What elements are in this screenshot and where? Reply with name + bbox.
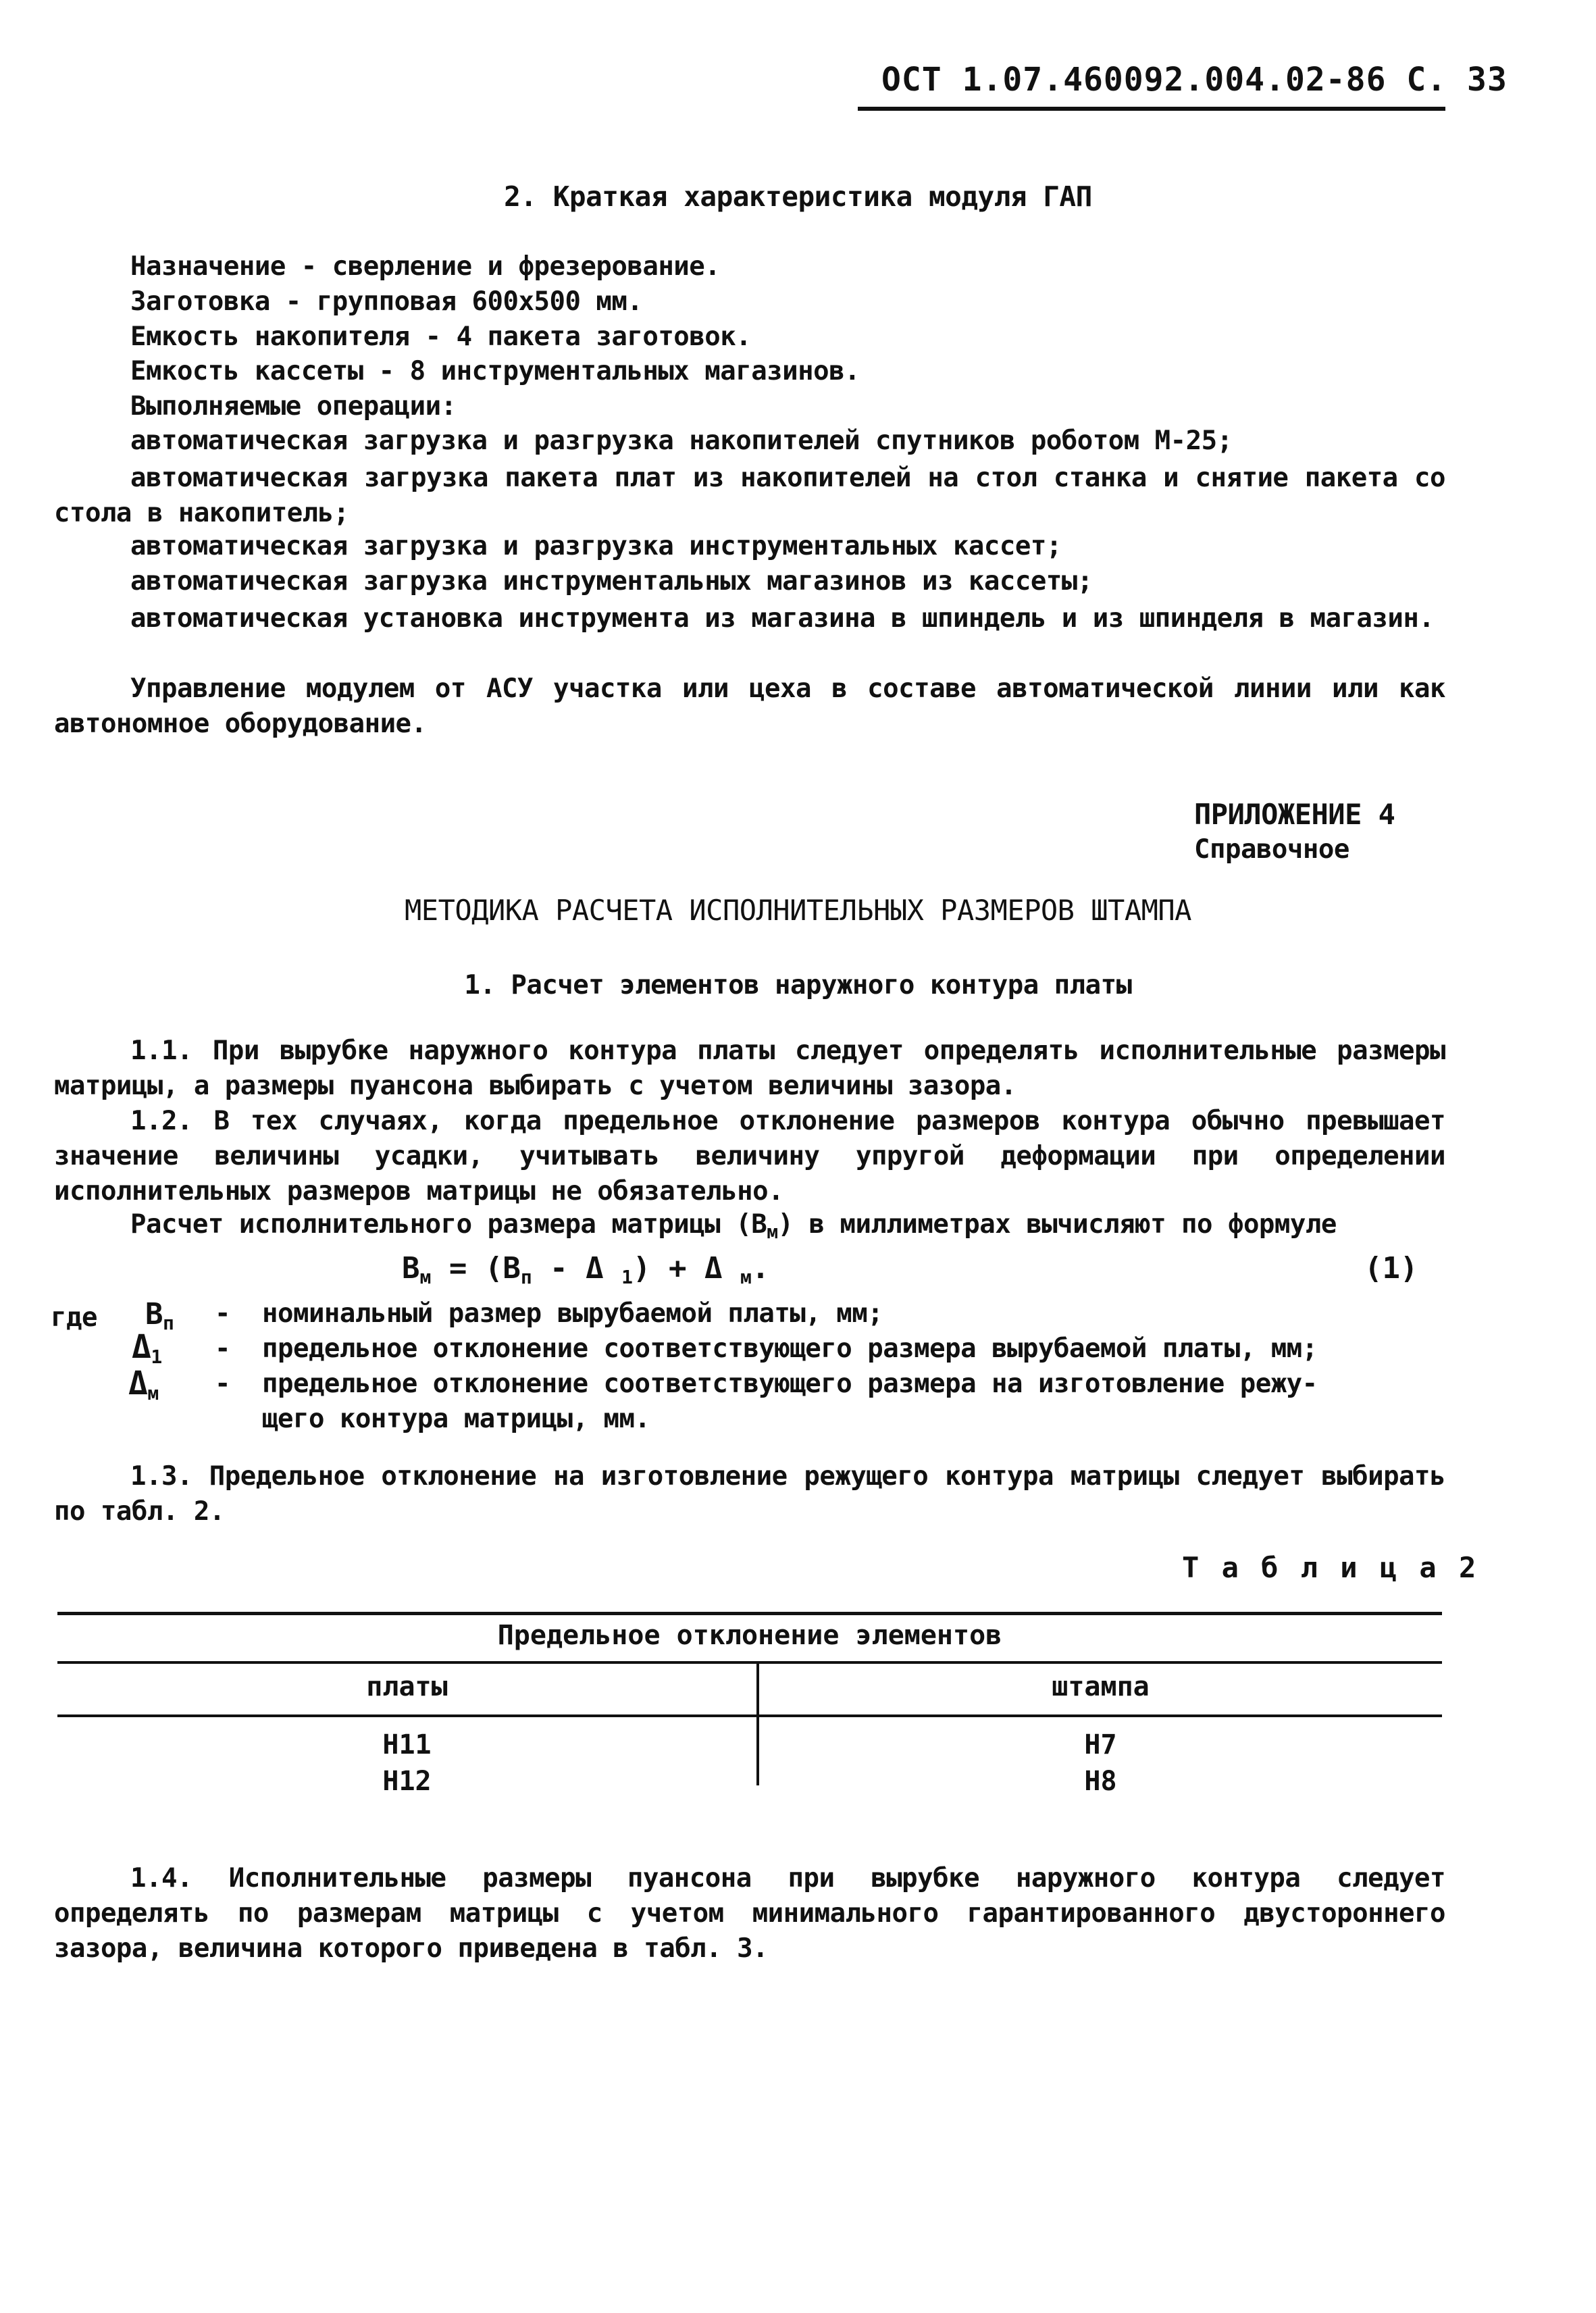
header-rule: [858, 107, 1445, 111]
table-cell: H8: [1084, 1766, 1117, 1797]
paragraph-1-2: 1.2. В тех случаях, когда предельное отклонение размеров контура обычно превышает значение величины усадки, учитывать величину упругой деформации при определении исполнительных размеров матрицы не обязательно.: [54, 1106, 1445, 1206]
definition-text-deltam: предельное отклонение соответствующего размера на изготовление режу-: [262, 1369, 1318, 1399]
cassette-capacity-line: Емкость кассеты - 8 инструментальных магазинов.: [130, 356, 860, 386]
operation-cassettes-line: автоматическая загрузка и разгрузка инструментальных кассет;: [130, 531, 1062, 561]
document-header: ОСТ 1.07.460092.004.02-86 С. 33: [881, 61, 1508, 99]
definition-dash: -: [215, 1369, 230, 1399]
table-cell: H7: [1084, 1729, 1117, 1760]
section-2-title: 2. Краткая характеристика модуля ГАП: [504, 180, 1092, 213]
appendix-sublabel: Справочное: [1194, 834, 1349, 865]
operation-magazines-line: автоматическая загрузка инструментальных магазинов из кассеты;: [130, 566, 1093, 596]
table-header-die: штампа: [1052, 1671, 1150, 1702]
definition-symbol-bp: $В_п$: [145, 1297, 174, 1334]
definition-dash: -: [215, 1333, 230, 1364]
operation-tool-paragraph: автоматическая установка инструмента из магазина в шпиндель и из шпинделя в магазин.: [130, 603, 1435, 634]
purpose-line: Назначение - сверление и фрезерование.: [130, 251, 721, 282]
table-caption: Предельное отклонение элементов: [497, 1620, 1002, 1651]
operation-robot-line: автоматическая загрузка и разгрузка накопителей спутников роботом М-25;: [130, 426, 1233, 456]
section-1-title: 1. Расчет элементов наружного контура платы: [464, 970, 1132, 1000]
where-label: где: [51, 1302, 97, 1333]
formula-1: $В_м = (В_п - \Delta$ $_1$) + Δ $_м$.: [402, 1251, 770, 1288]
definition-symbol-delta1: $\Delta_1$: [132, 1328, 162, 1368]
table-2-label: Т а б л и ц а 2: [1182, 1551, 1479, 1584]
definition-text-deltam-cont: щего контура матрицы, мм.: [262, 1404, 650, 1434]
table-top-rule: [57, 1612, 1442, 1615]
control-paragraph: Управление модулем от АСУ участка или цеха в составе автоматической линии или как автономное оборудование.: [54, 673, 1445, 739]
paragraph-1-3: 1.3. Предельное отклонение на изготовление режущего контура матрицы следует выбирать по табл. 2.: [54, 1461, 1445, 1527]
definition-dash: -: [215, 1298, 230, 1329]
table-header-rule: [57, 1714, 1442, 1717]
table-cell: H11: [382, 1729, 432, 1760]
table-header-plates: платы: [366, 1671, 448, 1702]
definition-symbol-deltam: $\Delta_м$: [128, 1365, 159, 1404]
definition-text-bp: номинальный размер вырубаемой платы, мм;: [262, 1298, 883, 1329]
storage-capacity-line: Емкость накопителя - 4 пакета заготовок.: [130, 322, 752, 352]
table-caption-rule: [57, 1661, 1442, 1664]
table-cell: H12: [382, 1766, 432, 1797]
appendix-label: ПРИЛОЖЕНИЕ 4: [1194, 798, 1395, 831]
definition-text-delta1: предельное отклонение соответствующего размера вырубаемой платы, мм;: [262, 1333, 1318, 1364]
paragraph-1-4: 1.4. Исполнительные размеры пуансона при вырубке наружного контура следует определять по размерам матрицы с учетом минимального гарантированного двустороннего зазора, величина которого приведена в табл. 3.: [54, 1863, 1445, 1964]
paragraph-1-1: 1.1. При вырубке наружного контура платы следует определять исполнительные размеры матрицы, а размеры пуансона выбирать с учетом величины зазора.: [54, 1036, 1445, 1101]
operation-table-paragraph: автоматическая загрузка пакета плат из накопителей на стол станка и снятие пакета со стола в накопитель;: [54, 463, 1445, 528]
appendix-title: МЕТОДИКА РАСЧЕТА ИСПОЛНИТЕЛЬНЫХ РАЗМЕРОВ ШТАМПА: [405, 894, 1191, 927]
calc-sentence: Расчет исполнительного размера матрицы $(В_м)$ в миллиметрах вычисляют по формуле: [130, 1209, 1337, 1243]
formula-number: (1): [1364, 1251, 1418, 1286]
blank-line: Заготовка - групповая 600х500 мм.: [130, 286, 643, 317]
operations-heading: Выполняемые операции:: [130, 391, 457, 422]
